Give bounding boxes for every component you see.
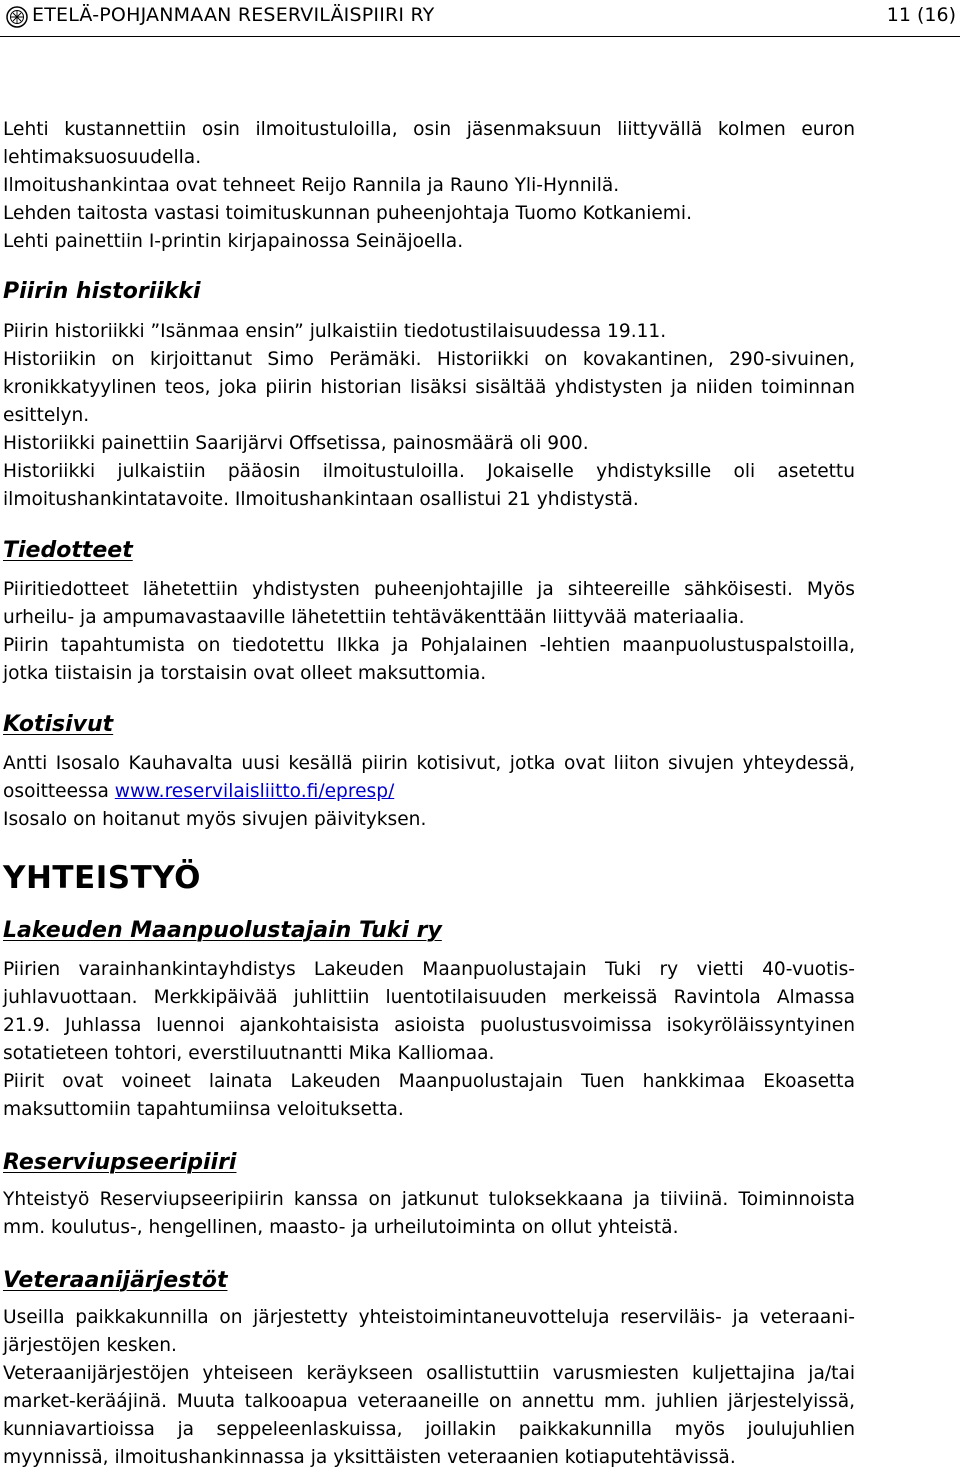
intro-line: Ilmoitushankintaa ovat tehneet Reijo Rannila ja Rauno Yli-Hynnilä. xyxy=(3,175,620,196)
page-number: 11 (16) xyxy=(886,4,956,26)
lakeuden-line: 21.9. Juhlassa luennoi ajankohtaisista asioista puolustusvoimissa isokyröläissyntyinen xyxy=(3,1015,855,1036)
historiikki-line: Piirin historiikki ”Isänmaa ensin” julkaistiin tiedotustilaisuudessa 19.11. xyxy=(3,321,667,342)
lakeuden-line: juhlavuottaan. Merkkipäivää juhlittiin luentotilaisuuden merkeissä Ravintola Almassa xyxy=(3,987,855,1008)
intro-line: lehtimaksuosuudella. xyxy=(3,147,202,168)
veteraani-line: market-keräájinä. Muuta talkooapua veteraaneille on annettu mm. juhlien järjestelyissä, xyxy=(3,1391,855,1412)
historiikki-line: Historiikki julkaistiin pääosin ilmoitustuloilla. Jokaiselle yhdistyksille oli asetettu xyxy=(3,461,855,482)
historiikki-line: Historiikki painettiin Saarijärvi Offsetissa, painosmäärä oli 900. xyxy=(3,433,589,454)
veteraani-line: järjestöjen kesken. xyxy=(3,1335,177,1356)
historiikki-line: Historiikin on kirjoittanut Simo Perämäki. Historiikki on kovakantinen, 290-sivuinen, xyxy=(3,349,855,370)
veteraani-line: myynnissä, ilmoitushankinnassa ja yksittäisten veteraanien kotiaputehtävissä. xyxy=(3,1447,736,1468)
section-heading-yhteistyo: YHTEISTYÖ xyxy=(3,860,201,896)
intro-line: Lehden taitosta vastasi toimituskunnan puheenjohtaja Tuomo Kotkaniemi. xyxy=(3,203,692,224)
kotisivut-line: Antti Isosalo Kauhavalta uusi kesällä piirin kotisivut, jotka ovat liiton sivujen yhteydessä, xyxy=(3,753,855,774)
veteraani-line: kunniavartioissa ja seppeleenlaskuissa, joillakin paikkakunnilla myös joulujuhlien xyxy=(3,1419,855,1440)
tiedotteet-line: Piirin tapahtumista on tiedotettu Ilkka ja Pohjalainen -lehtien maanpuolustuspalstoilla, xyxy=(3,635,855,656)
lakeuden-line: Piirit ovat voineet lainata Lakeuden Maanpuolustajain Tuen hankkimaa Ekoasetta xyxy=(3,1071,855,1092)
lakeuden-line: maksuttomiin tapahtumiinsa veloituksetta. xyxy=(3,1099,404,1120)
section-heading-veteraani: Veteraanijärjestöt xyxy=(3,1268,228,1293)
intro-line: Lehti painettiin I-printin kirjapainossa Seinäjoella. xyxy=(3,231,464,252)
section-heading-lakeuden: Lakeuden Maanpuolustajain Tuki ry xyxy=(3,918,442,943)
intro-line: Lehti kustannettiin osin ilmoitustuloilla, osin jäsenmaksuun liittyvällä kolmen euron xyxy=(3,119,855,140)
section-heading-kotisivut: Kotisivut xyxy=(3,712,114,737)
kotisivut-line: Isosalo on hoitanut myös sivujen päivityksen. xyxy=(3,809,427,830)
tiedotteet-line: jotka tiistaisin ja torstaisin ovat olleet maksuttomia. xyxy=(3,663,487,684)
section-heading-reserviupseeri: Reserviupseeripiiri xyxy=(3,1150,237,1175)
reservist-emblem-icon xyxy=(6,6,28,28)
historiikki-line: ilmoitushankintatavoite. Ilmoitushankintaan osallistui 21 yhdistystä. xyxy=(3,489,639,510)
section-heading-tiedotteet: Tiedotteet xyxy=(3,538,133,563)
kotisivut-address-label: osoitteessa xyxy=(3,781,115,802)
tiedotteet-line: Piiritiedotteet lähetettiin yhdistysten puheenjohtajille ja sihteereille sähköisesti. Myös xyxy=(3,579,855,600)
veteraani-line: Useilla paikkakunnilla on järjestetty yhteistoimintaneuvotteluja reserviläis- ja veteraani- xyxy=(3,1307,855,1328)
kotisivut-line xyxy=(3,778,855,806)
historiikki-line: esittelyn. xyxy=(3,405,90,426)
veteraani-line: Veteraanijärjestöjen yhteiseen keräykseen osallistuttiin varusmiesten kuljettajina ja/tai xyxy=(3,1363,855,1384)
reserviupseeri-line: mm. koulutus-, hengellinen, maasto- ja urheilutoiminta on ollut yhteistä. xyxy=(3,1217,679,1238)
website-link[interactable]: www.reservilaisliitto.fi/epresp/ xyxy=(114,781,395,802)
document-body xyxy=(3,116,855,1472)
section-heading-historiikki: Piirin historiikki xyxy=(3,279,201,304)
organization-name: ETELÄ-POHJANMAAN RESERVILÄISPIIRI RY xyxy=(32,4,435,26)
historiikki-line: kronikkatyylinen teos, joka piirin historian lisäksi sisältää yhdistysten ja niiden toiminnan xyxy=(3,377,855,398)
lakeuden-line: sotatieteen tohtori, everstiluutnantti Mika Kalliomaa. xyxy=(3,1043,495,1064)
page-header xyxy=(0,0,960,37)
tiedotteet-line: urheilu- ja ampumavastaaville lähetettiin tehtäväkenttään liittyvää materiaalia. xyxy=(3,607,745,628)
reserviupseeri-line: Yhteistyö Reserviupseeripiirin kanssa on jatkunut tuloksekkaana ja tiiviinä. Toiminnoista xyxy=(3,1189,855,1210)
lakeuden-line: Piirien varainhankintayhdistys Lakeuden Maanpuolustajain Tuki ry vietti 40-vuotis- xyxy=(3,959,855,980)
